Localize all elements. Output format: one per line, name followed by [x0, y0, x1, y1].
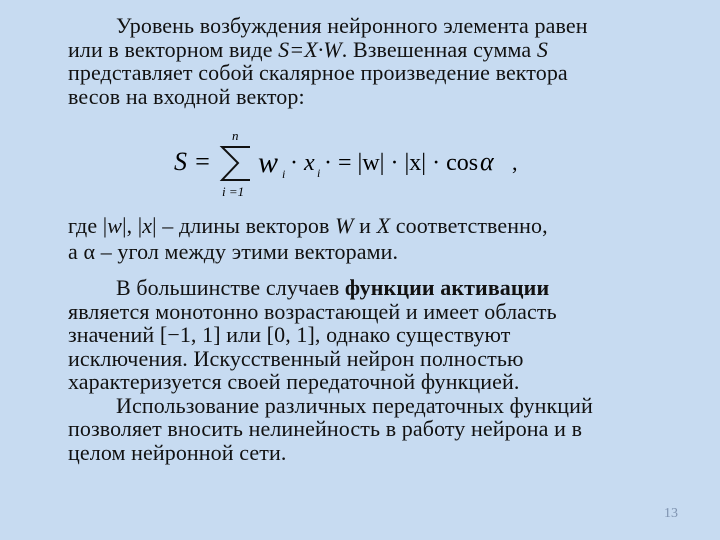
sigma-symbol	[222, 147, 250, 180]
formula-dot: ·	[290, 150, 298, 176]
weight-w: w	[258, 146, 279, 179]
text-line: Уровень возбуждения нейронного элемента равен	[116, 13, 588, 38]
text-span: или в векторном виде	[68, 36, 279, 62]
text-span: соответственно,	[390, 213, 548, 238]
text-line: является монотонно возрастающей и имеет область	[68, 298, 557, 324]
text-span: где |	[68, 213, 108, 238]
text-span: В большинстве случаев	[116, 275, 345, 300]
text-line	[68, 276, 688, 300]
text-line: целом нейронной сети.	[68, 439, 287, 465]
formula-norm-product: · = |w| · |x| · cos	[324, 150, 479, 176]
weight-subscript: i	[282, 167, 286, 181]
vector-formula: S=X·W	[278, 36, 342, 62]
variable-W: W	[335, 213, 354, 238]
paragraph-vector-lengths	[68, 213, 688, 265]
text-line: характеризуется своей передаточной функцией.	[68, 369, 520, 394]
paragraph-activation-functions	[68, 276, 688, 464]
text-span: и	[353, 213, 377, 238]
variable-x: x	[142, 213, 153, 238]
text-line: значений [−1, 1] или [0, 1], однако существуют	[68, 322, 511, 347]
text-span: |, |	[122, 213, 143, 238]
input-x: x	[304, 150, 315, 176]
text-line: весов на входной вектор:	[68, 83, 305, 109]
text-line: позволяет вносить нелинейность в работу нейрона и в	[68, 416, 583, 441]
sum-upper-limit: n	[232, 132, 239, 143]
variable-s: S	[536, 36, 548, 62]
term-activation-function: функции активации	[344, 275, 550, 300]
text-span: | – длины векторов	[152, 213, 336, 238]
variable-w: w	[107, 213, 123, 238]
text-line: Использование различных передаточных функций	[116, 392, 593, 418]
variable-X: X	[376, 213, 391, 238]
alpha-symbol: α	[480, 147, 494, 176]
text-line: исключения. Искусственный нейрон полностью	[68, 345, 524, 371]
text-span: . Взвешенная сумма	[341, 36, 537, 62]
formula-lhs: S =	[174, 147, 212, 176]
sum-lower-limit: i =1	[222, 184, 245, 199]
text-line: а α – угол между этими векторами.	[68, 239, 399, 264]
formula-comma: ,	[512, 150, 518, 175]
text-line	[68, 213, 688, 239]
paragraph-activation-level	[68, 14, 688, 108]
text-line	[68, 38, 688, 62]
weighted-sum-formula	[170, 132, 530, 202]
page-number: 13	[664, 506, 678, 521]
input-subscript: i	[317, 166, 321, 180]
text-line: представляет собой скалярное произведение вектора	[68, 60, 568, 85]
